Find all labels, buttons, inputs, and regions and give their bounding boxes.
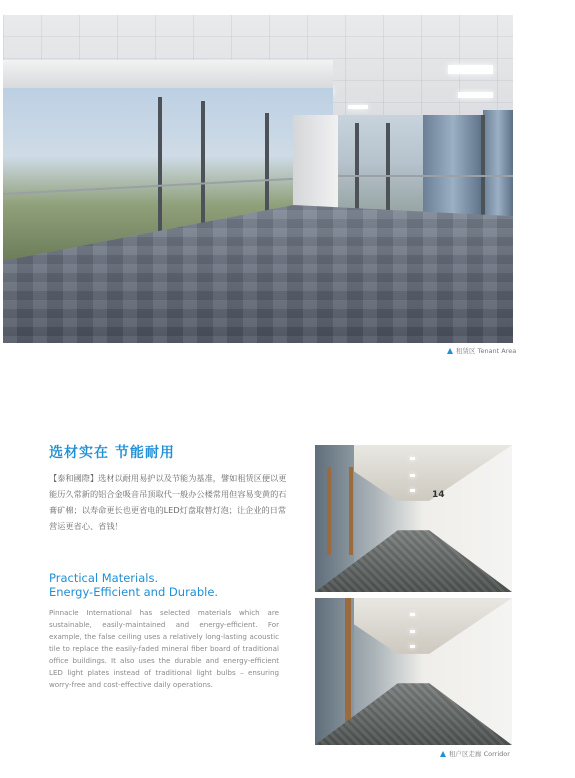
corridor-light (410, 489, 415, 492)
skyscraper (483, 110, 513, 230)
door-handle (349, 467, 353, 555)
corridor-caption-en: Corridor (483, 750, 510, 758)
hero-caption-en: Tenant Area (477, 347, 517, 355)
section-title-en-line2: Energy-Efficient and Durable. (49, 585, 219, 599)
window-mullion (481, 115, 485, 225)
door-number-sign: 14 (432, 490, 445, 500)
ceiling-light (458, 92, 493, 98)
window-mullion (386, 123, 390, 218)
corridor-light (410, 645, 415, 648)
section-body-en: Pinnacle International has selected materials which are sustainable, easily-maintained and energy-efficient. For example, the false ceiling uses a relatively long-lasting acoustic tile to replace the easily-faded mineral fiber board of traditional office buildings. It also uses the durable and energy-efficient LED light plates instead of traditional light bulbs – ensuring worry-free and cost-effective daily operations. (49, 608, 279, 689)
section-body-zh: 【泰和國際】选材以耐用易护以及节能为基准，譬如租赁区便以更能历久常新的铝合金吸音吊顶取代一般办公楼常用但容易变黄的石膏矿棉；以寿命更长也更省电的LED灯盘取替灯泡；让企业的日常营运更省心、省钱！ (49, 473, 287, 531)
corridor-light (410, 630, 415, 633)
ceiling-light (448, 65, 493, 74)
window-mullion (355, 123, 359, 218)
corridor-caption (440, 749, 510, 758)
pillar (293, 115, 338, 220)
corridor-photo-bottom (315, 598, 512, 745)
window-mullion (201, 101, 205, 226)
window-mullion (265, 113, 269, 213)
corridor-photo-top (315, 445, 512, 592)
railing (338, 175, 513, 177)
section-title-zh: 选材实在 节能耐用 (49, 445, 175, 461)
section-title-en-line1: Practical Materials. (49, 571, 159, 585)
skyscraper (423, 115, 483, 225)
hero-caption-zh: 租赁区 (456, 347, 476, 355)
triangle-icon (447, 348, 453, 354)
corridor-light (410, 457, 415, 460)
window-mullion (158, 97, 162, 247)
soffit (3, 60, 333, 88)
hero-caption (447, 346, 516, 355)
corridor-light (410, 613, 415, 616)
section-title-en (49, 571, 218, 599)
corridor-caption-zh: 租户区走廊 (449, 750, 482, 758)
door-handle (327, 467, 331, 555)
triangle-icon (440, 751, 446, 757)
ceiling-light (348, 105, 368, 109)
tenant-area-photo (3, 15, 513, 343)
corridor-light (410, 474, 415, 477)
